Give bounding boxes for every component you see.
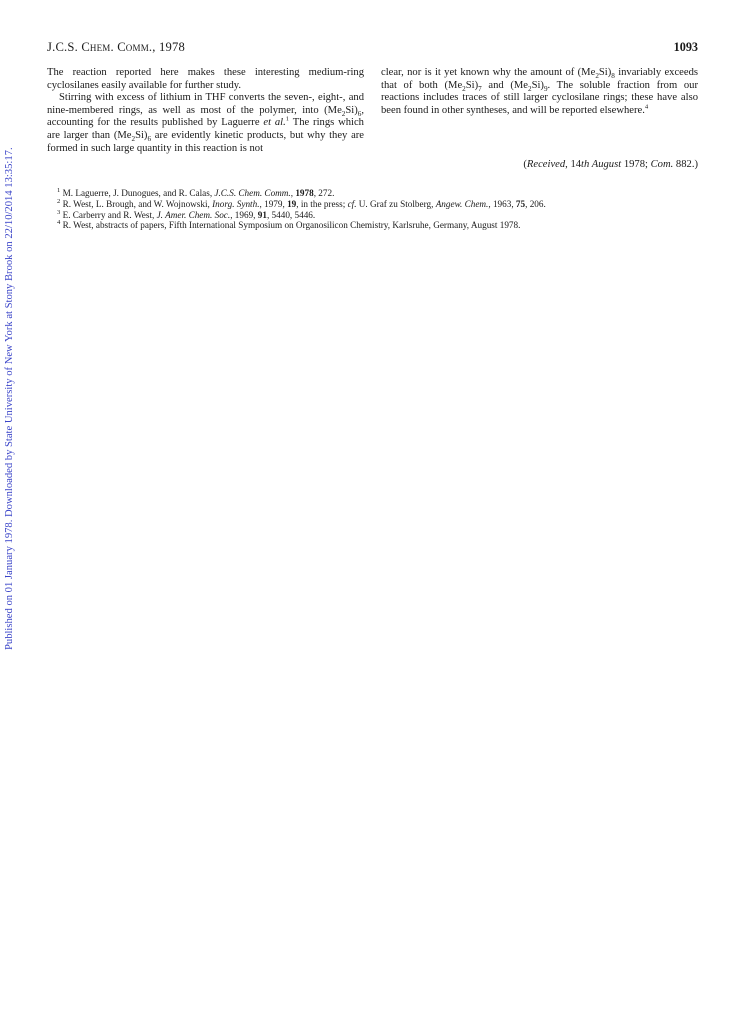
subscript: 2 (462, 84, 466, 93)
text-run: clear, nor is it yet known why the amount of (Me (381, 67, 596, 78)
text-run: The rings which are larger than (Me (47, 117, 364, 141)
subscript: 6 (357, 109, 362, 118)
reference-number: 4 (57, 219, 61, 227)
text-run: , (290, 188, 296, 198)
text-run: , 1969, (230, 209, 258, 220)
et-al: et al. (263, 117, 286, 129)
text-run: , 5440, 5446. (266, 209, 316, 220)
text-run: ( (523, 159, 527, 170)
journal-name: Chem. Comm. (81, 40, 153, 54)
reference-number: 1 (57, 186, 61, 194)
subscript: 9 (543, 84, 548, 93)
journal-name: J. Amer. Chem. Soc. (156, 209, 231, 220)
text-run: U. Graf zu Stolberg, (356, 198, 436, 209)
volume: 91 (257, 209, 267, 220)
text-run: , accounting for the results published by Laguerre (47, 104, 364, 129)
text-run: , 272. (313, 188, 335, 198)
right-column (381, 67, 698, 117)
reference-1 (47, 188, 698, 199)
text-run: 1978; (621, 159, 651, 170)
journal-name: Inorg. Synth. (212, 198, 260, 209)
text-run: Si) (598, 67, 612, 78)
received-month: th August (581, 159, 622, 170)
subscript: 2 (527, 84, 532, 93)
text-run: Si) (345, 104, 358, 116)
received-label: Received (526, 159, 566, 170)
text-run: R. West, abstracts of papers, Fifth International Symposium on Organosilicon Chemistry, Karlsruhe, Germany, August 1978. (62, 220, 521, 231)
journal-name: Angew. Chem. (435, 198, 489, 209)
subscript: 2 (341, 109, 346, 118)
text-run: . The soluble fraction from our reactions includes traces of still larger cyclosilane rings; these have also been found in other syntheses, and will be reported elsewhere. (381, 79, 698, 116)
text-run: invariably exceeds that of both (Me (381, 67, 698, 91)
paragraph-3 (381, 67, 698, 117)
text-run: and (Me (481, 79, 528, 91)
text-run: , 206. (525, 198, 546, 209)
ref-marker[interactable]: 1 (285, 115, 290, 123)
text-run: are evidently kinetic products, but why they are formed in such large quantity in this reaction is not (47, 129, 364, 154)
subscript: 6 (147, 135, 152, 144)
journal-prefix: J.C.S. (47, 40, 82, 54)
text-run: , 14 (565, 159, 582, 170)
paragraph-1: The reaction reported here makes these interesting medium-ring cyclosilanes easily available for further study. (47, 67, 364, 91)
left-column (47, 67, 364, 155)
subscript: 8 (611, 72, 615, 81)
reference-2 (47, 199, 698, 210)
paragraph-2 (47, 92, 364, 155)
text-run: , 1979, (259, 198, 288, 209)
reference-3 (47, 210, 698, 221)
reference-number: 2 (57, 197, 61, 205)
subscript: 2 (595, 72, 599, 81)
com-label: Com. (650, 159, 674, 170)
journal-title (47, 40, 185, 55)
text-run: Si) (465, 79, 479, 91)
text-run: , in the press; (296, 198, 348, 209)
text-run: Stirring with excess of lithium in THF converts the seven-, eight-, and nine-membered rings, as well as most of the polymer, into (Me (47, 92, 364, 116)
text-run: E. Carberry and R. West, (62, 209, 157, 220)
text-run: , 1963, (488, 198, 516, 209)
volume: 1978 (295, 188, 314, 198)
text-run: R. West, L. Brough, and W. Wojnowski, (62, 198, 213, 209)
reference-4 (47, 220, 698, 231)
journal-year: , 1978 (152, 40, 185, 54)
subscript: 7 (478, 84, 482, 93)
text-run: M. Laguerre, J. Dunogues, and R. Calas, (62, 188, 215, 198)
download-watermark (2, 130, 16, 650)
references (47, 188, 698, 231)
volume: 75 (515, 198, 526, 209)
subscript: 2 (131, 135, 136, 144)
download-watermark-text: Published on 01 January 1978. Downloaded by State University of New York at Stony Brook on 22/10/2014 13:35:17. (4, 147, 15, 650)
journal-name: J.C.S. Chem. Comm. (214, 188, 291, 198)
text-run: 882.) (673, 159, 698, 170)
reference-number: 3 (57, 208, 61, 216)
text-run: Si) (531, 79, 544, 91)
page-number: 1093 (673, 40, 698, 54)
received-date (523, 159, 698, 170)
volume: 19 (287, 198, 297, 209)
ref-marker[interactable]: 4 (644, 103, 649, 111)
text-run: Si) (135, 129, 148, 141)
running-header (47, 40, 698, 56)
cf: cf. (347, 198, 357, 209)
